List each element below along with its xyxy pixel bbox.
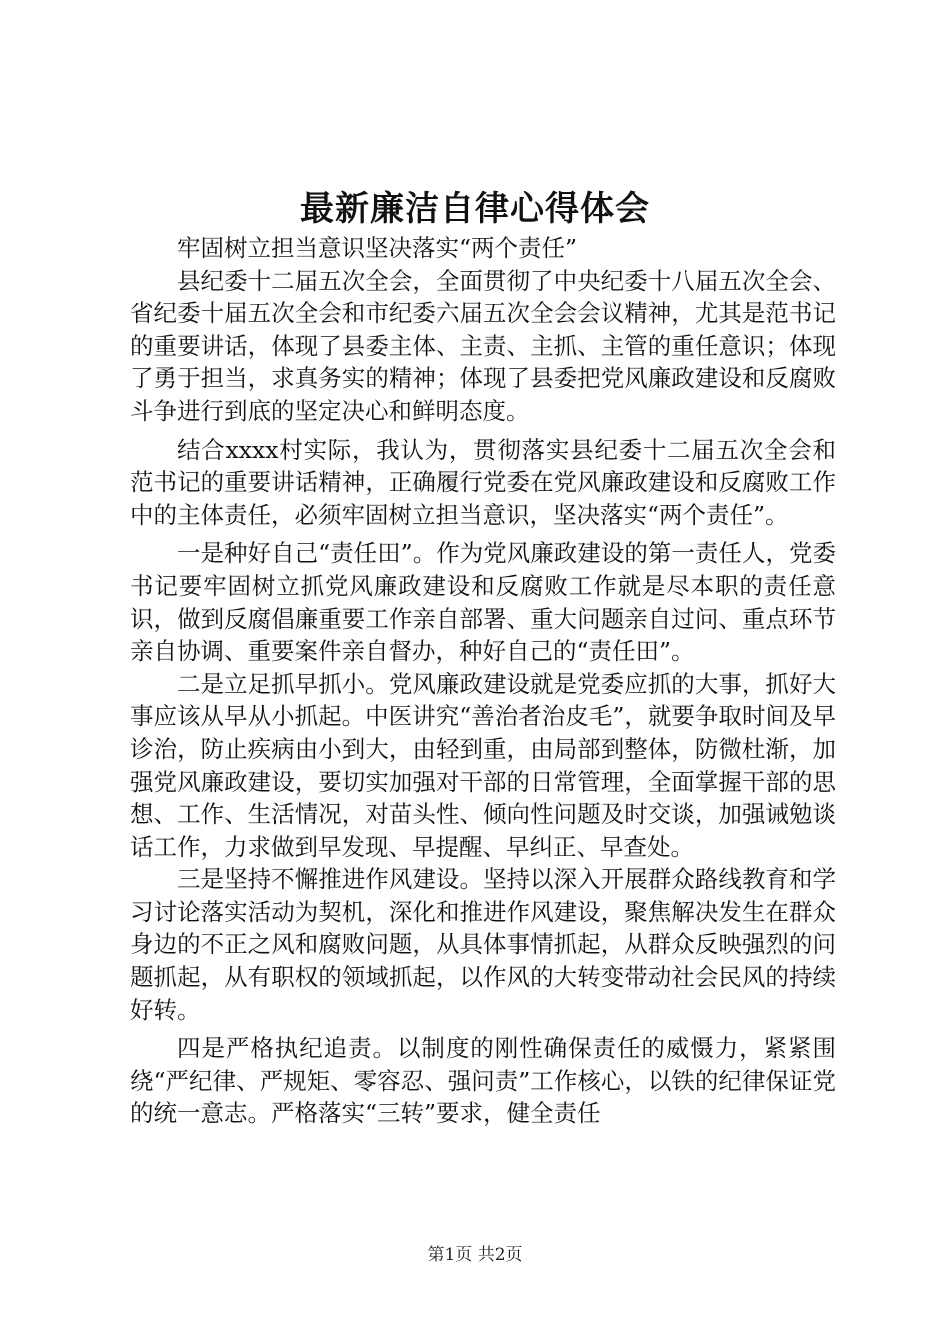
paragraph: 二是立足抓早抓小。党风廉政建设就是党委应抓的大事，抓好大事应该从早从小抓起。中医讲究“善治者治皮毛”，就要争取时间及早诊治，防止疾病由小到大，由轻到重，由局部到整体，防微杜渐，加强党风廉政建设，要切实加强对干部的日常管理，全面掌握干部的思想、工作、生活情况，对苗头性、倾向性问题及时交谈，加强诫勉谈话工作，力求做到早发现、早提醒、早纠正、早查处。	[130, 669, 836, 861]
subtitle-line: 牢固树立担当意识坚决落实“两个责任”	[177, 234, 578, 262]
paragraph: 县纪委十二届五次全会，全面贯彻了中央纪委十八届五次全会、省纪委十届五次全会和市纪委六届五次全会会议精神，尤其是范书记的重要讲话，体现了县委主体、主责、主抓、主管的重任意识；体现了勇于担当，求真务实的精神；体现了县委把党风廉政建设和反腐败斗争进行到底的坚定决心和鲜明态度。	[130, 266, 836, 425]
page-number: 第1页 共2页	[427, 1245, 523, 1265]
paragraph: 四是严格执纪追责。以制度的刚性确保责任的威慑力，紧紧围绕“严纪律、严规矩、零容忍、强问责”工作核心，以铁的纪律保证党的统一意志。严格落实“三转”要求，健全责任	[130, 1034, 836, 1128]
paragraph: 一是种好自己“责任田”。作为党风廉政建设的第一责任人，党委书记要牢固树立抓党风廉政建设和反腐败工作就是尽本职的责任意识，做到反腐倡廉重要工作亲自部署、重大问题亲自过问、重点环节亲自协调、重要案件亲自督办，种好自己的“责任田”。	[130, 539, 836, 666]
document-body	[130, 232, 836, 1130]
paragraph: 三是坚持不懈推进作风建设。坚持以深入开展群众路线教育和学习讨论落实活动为契机，深化和推进作风建设，聚焦解决发生在群众身边的不正之风和腐败问题，从具体事情抓起，从群众反映强烈的问题抓起，从有职权的领域抓起，以作风的大转变带动社会民风的持续好转。	[130, 865, 836, 1024]
paragraph: 结合xxxx村实际，我认为，贯彻落实县纪委十二届五次全会和范书记的重要讲话精神，正确履行党委在党风廉政建设和反腐败工作中的主体责任，必须牢固树立担当意识，坚决落实“两个责任”。	[130, 435, 836, 529]
document-title: 最新廉洁自律心得体会	[300, 189, 650, 229]
